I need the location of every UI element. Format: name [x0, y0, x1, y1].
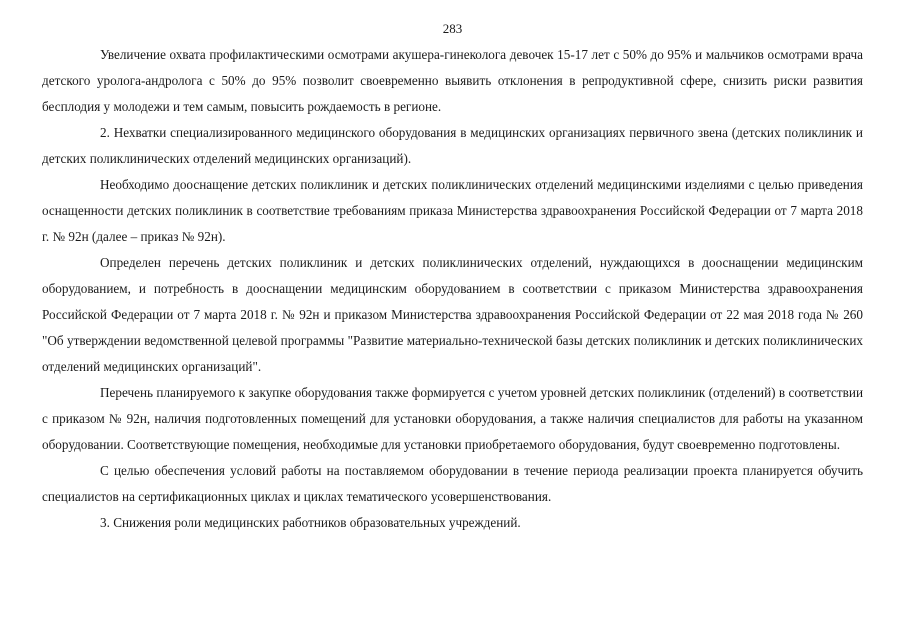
paragraph: 3. Снижения роли медицинских работников образовательных учреждений.	[100, 515, 521, 530]
paragraph: Необходимо дооснащение детских поликлиник и детских поликлинических отделений медицинскими изделиями с целью приведения оснащенности детских поликлиник в соответствие требованиям приказа Министерства здравоохранения Российской Федерации от 7 марта 2018 г. № 92н (далее – приказ № 92н).	[42, 177, 863, 244]
paragraph: Увеличение охвата профилактическими осмотрами акушера-гинеколога девочек 15-17 лет с 50% до 95% и мальчиков осмотрами врача детского уролога-андролога с 50% до 95% позволит своевременно выявить отклонения в репродуктивной сфере, снизить риски развития бесплодия у молодежи и тем самым, повысить рождаемость в регионе.	[42, 47, 863, 114]
paragraph: Определен перечень детских поликлиник и детских поликлинических отделений, нуждающихся в дооснащении медицинским оборудованием, и потребность в дооснащении медицинским оборудованием в соответствии с приказом Министерства здравоохранения Российской Федерации от 7 марта 2018 г. № 92н и приказом Министерства здравоохранения Российской Федерации от 22 мая 2018 года № 260 "Об утверждении ведомственной целевой программы "Развитие материально-технической базы детских поликлиник и детских поликлинических отделений медицинских организаций".	[42, 255, 863, 374]
page-number: 283	[442, 21, 463, 36]
document-body	[42, 42, 863, 536]
paragraph: Перечень планируемого к закупке оборудования также формируется с учетом уровней детских поликлиник (отделений) в соответствии с приказом № 92н, наличия подготовленных помещений для установки оборудования, а также наличия специалистов для работы на указанном оборудовании. Соответствующие помещения, необходимые для установки приобретаемого оборудования, будут своевременно подготовлены.	[42, 385, 863, 452]
paragraph: 2. Нехватки специализированного медицинского оборудования в медицинских организациях первичного звена (детских поликлиник и детских поликлинических отделений медицинских организаций).	[42, 125, 863, 166]
paragraph: С целью обеспечения условий работы на поставляемом оборудовании в течение периода реализации проекта планируется обучить специалистов на сертификационных циклах и циклах тематического усовершенствования.	[42, 463, 863, 504]
